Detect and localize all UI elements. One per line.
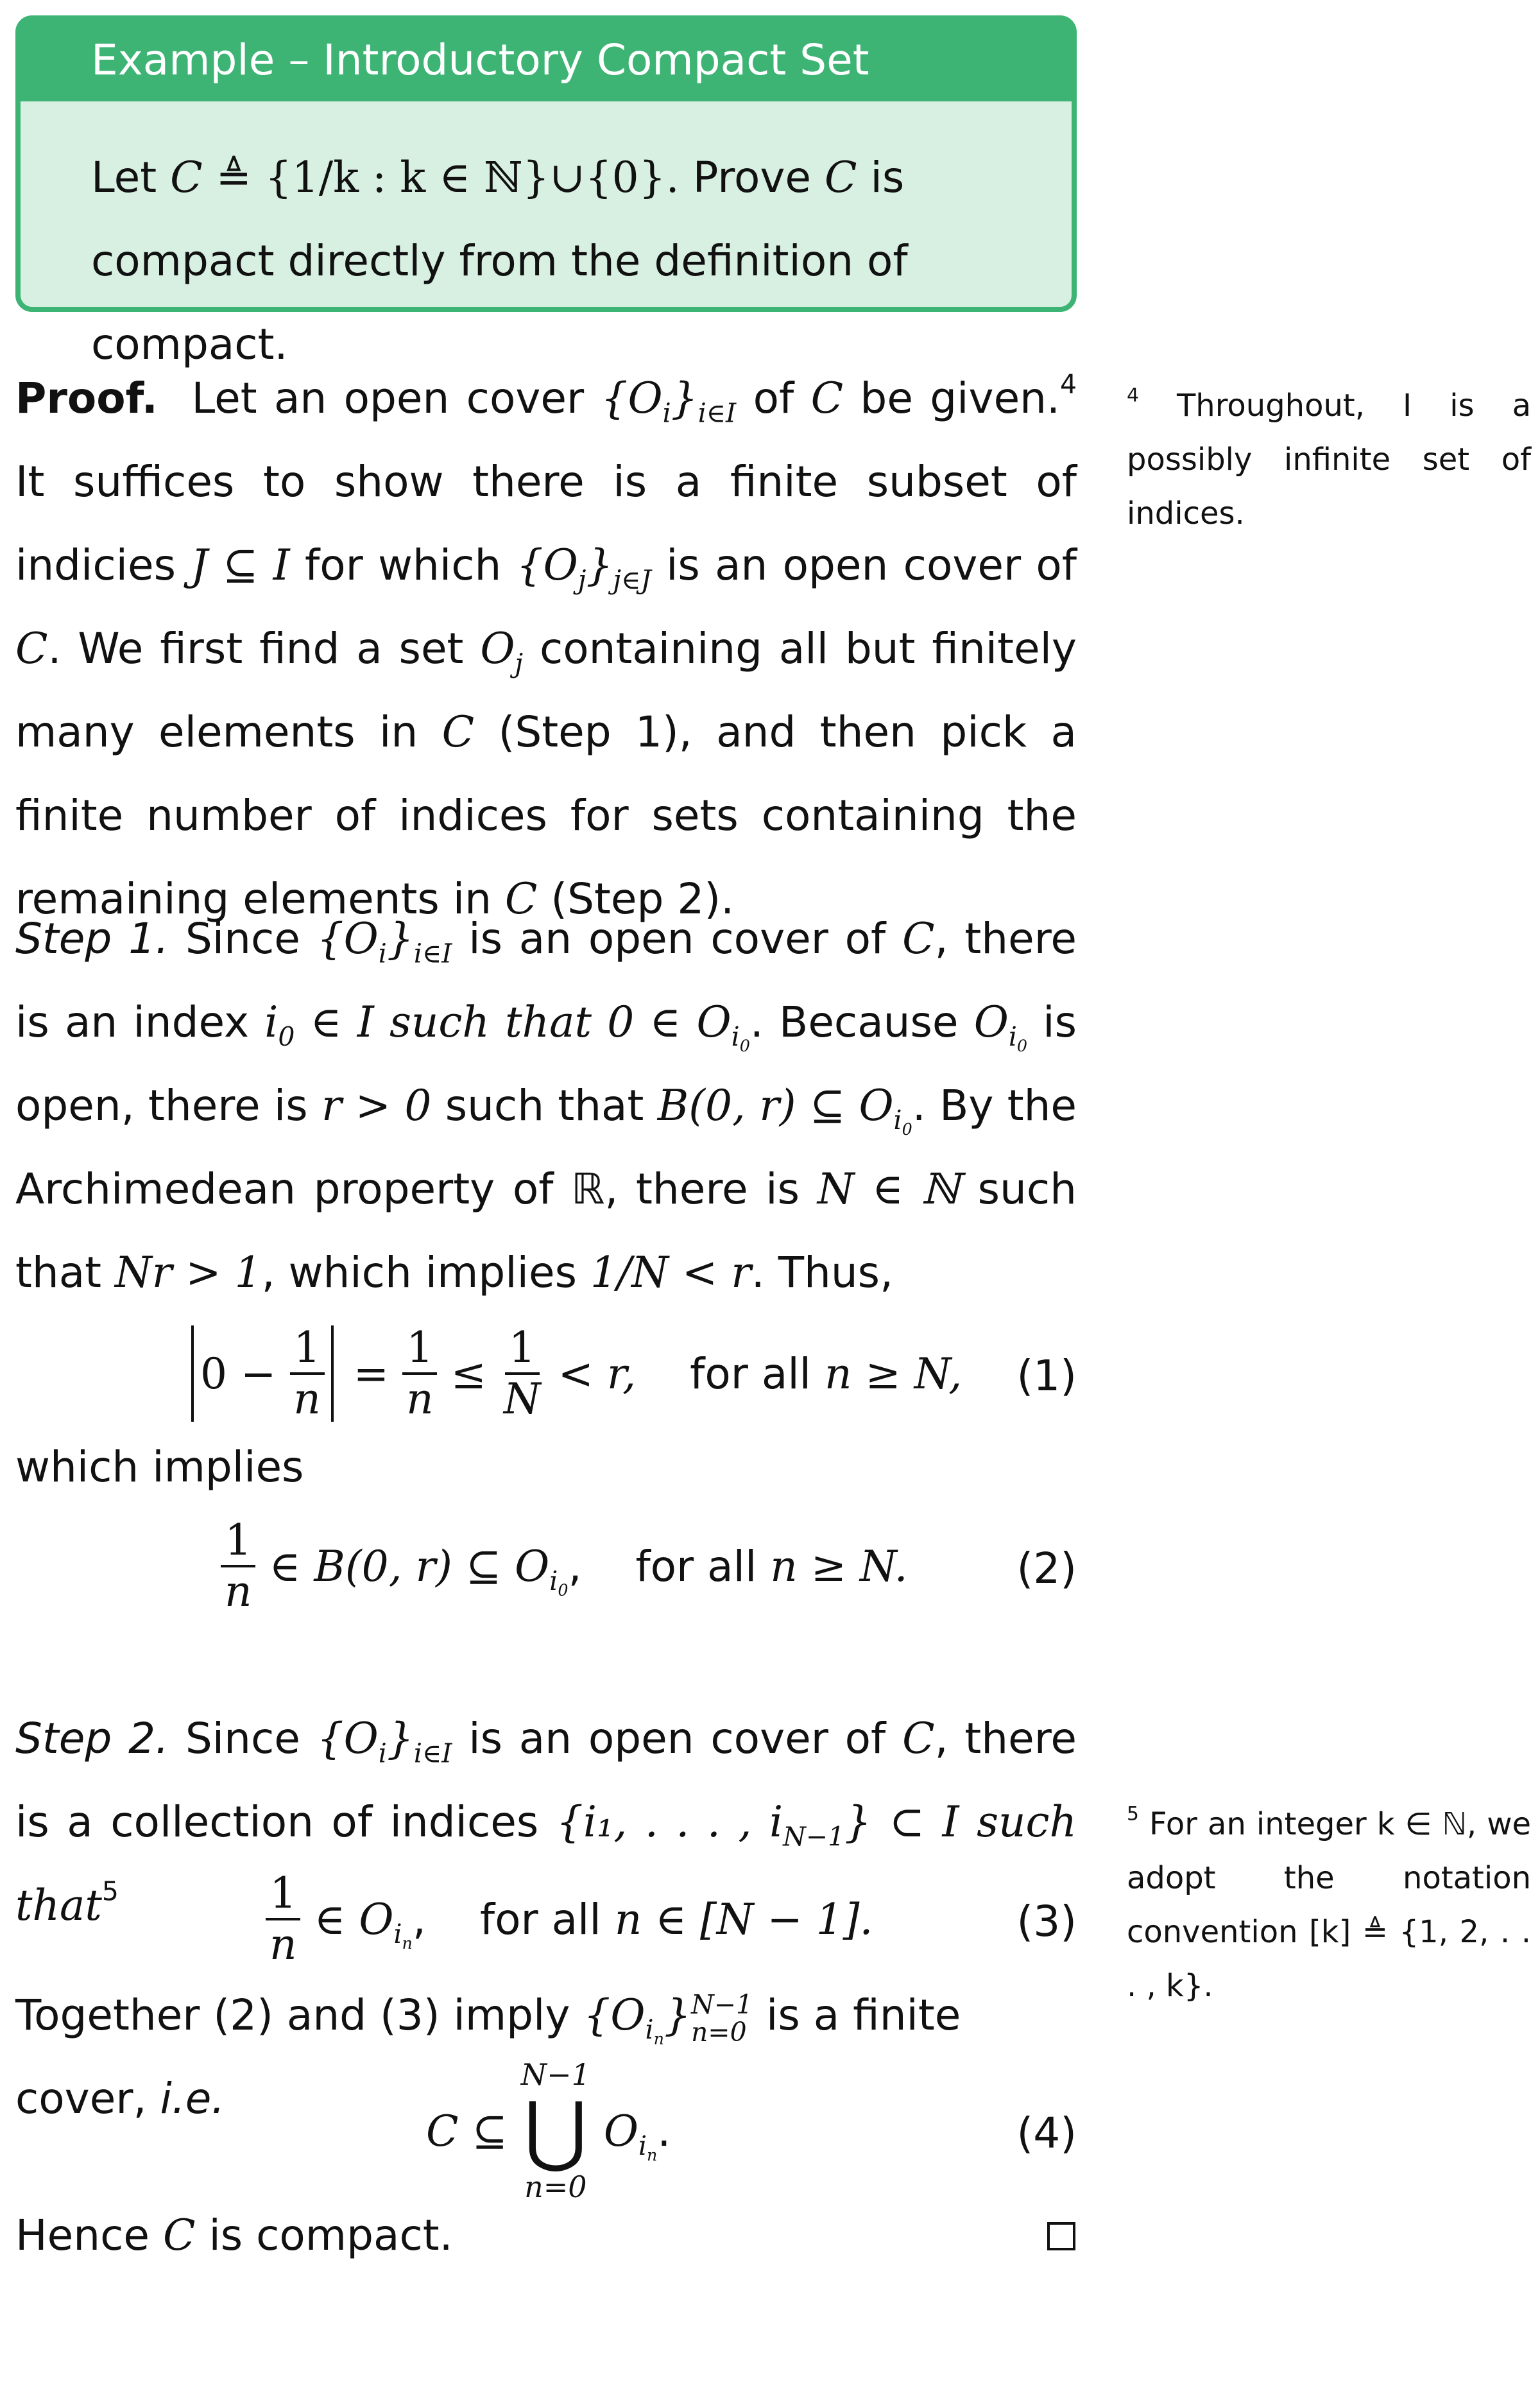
equation-1: 0 − $\frac{1}{n}$ = $\frac{1}{n}$ ≤ $\frac{1}{N}$ < r, for all n ≥ N, (1): [15, 1309, 1077, 1438]
example-title: Example – Introductory Compact Set: [91, 35, 869, 85]
big-union: N−1 ⋃ n=0: [520, 2057, 590, 2204]
set-definition: {1/k : k ∈ ℕ}∪{0}.: [264, 153, 680, 202]
step-2-label: Step 2.: [15, 1714, 169, 1763]
equation-3: $\frac{1}{n}$ ∈ $O_{i_n}$ , for all n ∈ [N − 1]. (3): [15, 1855, 1077, 1983]
step-2-paragraph: Step 2. Since $\{O_i\}_{i\in I}$ is an open cover of C, there is a collection of indices {i₁, . . . , $i_{N-1}$} ⊂ I such that$^5$: [15, 1714, 1077, 1930]
fraction-1-over-N: $\frac{1}{N}$: [503, 1323, 541, 1424]
step-1-paragraph: Step 1. Since $\{O_i\}_{i\in I}$ is an open cover of C, there is an index $i_0$ ∈ I such that 0 ∈ $O_{i_0}$. Because $O_{i_0}$ is open, there is r > 0 such that B(0, r) ⊆ $O_{i_0}$. By the Archimedean property of ℝ, there is N ∈ ℕ such that Nr > 1, which implies 1/N < r. Thus,: [15, 914, 1077, 1297]
example-statement: Let C ≜ {1/k : k ∈ ℕ}∪{0}. Prove C is compact directly from the definition of compact.: [91, 153, 908, 369]
step-1-label: Step 1.: [15, 914, 169, 963]
proof-intro: Proof. Let an open cover $\{O_i\}_{i\in I}$ of C be given.$^4$ It suffices to show there is a finite subset of indicies J ⊆ I for which $\{O_j\}_{j\in J}$ is an open cover of C. We first find a set $O_j$ containing all but finitely many elements in C (Step 1), and then pick a finite number of indices for sets containing the remaining elements in C (Step 2).: [15, 368, 1077, 924]
equation-2: $\frac{1}{n}$ ∈ B(0, r) ⊆ $O_{i_0}$ , for all n ≥ N. (2): [15, 1502, 1077, 1630]
footnote-4: $^4$ Throughout, I is a possibly infinite set of indices.: [1127, 384, 1531, 531]
abs-bar-right: [331, 1325, 334, 1422]
qed-box: [1047, 2222, 1075, 2250]
proof-label: Proof.: [15, 374, 158, 423]
footnote-5: $^5$ For an integer k ∈ ℕ, we adopt the notation convention [k] ≜ {1, 2, . . . , k}.: [1127, 1802, 1531, 2004]
which-implies: which implies: [15, 1442, 304, 1492]
abs-bar-left: [191, 1325, 194, 1422]
footnote-ref-4[interactable]: 4: [1059, 368, 1077, 400]
equation-4: C ⊆ N−1 ⋃ n=0 $O_{i_n}$ . (4): [426, 2057, 1077, 2204]
equation-number-2: (2): [1016, 1544, 1077, 1593]
fraction-1-over-n: $\frac{1}{n}$: [289, 1324, 325, 1424]
equation-number-3: (3): [1016, 1897, 1077, 1946]
together-line: Together (2) and (3) imply $\{O_{i_n}\}$ N−1 n=0 is a finite cover, i.e.: [15, 1989, 961, 2123]
example-box: [15, 15, 1077, 369]
equation-number-4: (4): [1016, 2109, 1077, 2158]
equation-number-1: (1): [1016, 1351, 1077, 1401]
conclusion-line: Hence C is compact.: [15, 2211, 453, 2260]
footnote-ref-5[interactable]: 5: [101, 1876, 119, 1907]
example-header: [21, 21, 1072, 101]
